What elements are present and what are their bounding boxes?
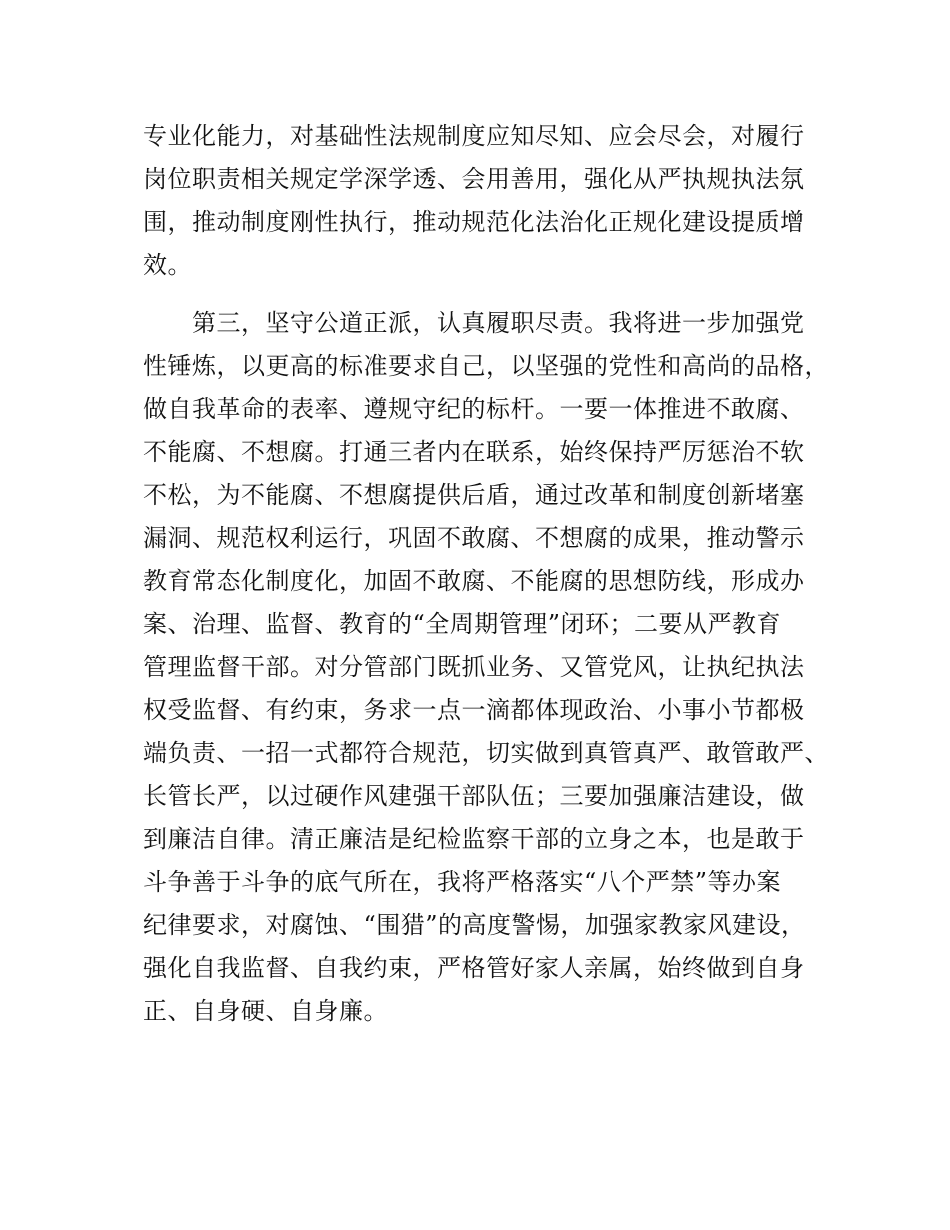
text-line: 纪律要求，对腐蚀、“围猎”的高度警惕，加强家教家风建设， <box>143 911 806 939</box>
paragraph-third-point <box>143 302 833 1033</box>
text-line: 做自我革命的表率、遵规守纪的标杆。一要一体推进不敢腐、 <box>143 395 805 423</box>
text-line: 漏洞、规范权利运行，巩固不敢腐、不想腐的成果，推动警示 <box>143 524 805 552</box>
text-line: 第三，坚守公道正派，认真履职尽责。我将进一步加强党 <box>192 309 805 337</box>
text-line: 正、自身硬、自身廉。 <box>143 997 388 1025</box>
text-line: 管理监督干部。对分管部门既抓业务、又管党风，让执纪执法 <box>143 653 805 681</box>
text-line: 权受监督、有约束，务求一点一滴都体现政治、小事小节都极 <box>143 696 805 724</box>
text-line: 端负责、一招一式都符合规范，切实做到真管真严、敢管敢严、 <box>143 739 829 767</box>
paragraph-continued <box>143 115 833 287</box>
text-line: 长管长严，以过硬作风建强干部队伍；三要加强廉洁建设，做 <box>143 782 805 810</box>
text-line: 专业化能力，对基础性法规制度应知尽知、应会尽会，对履行 <box>143 122 805 150</box>
text-line: 到廉洁自律。清正廉洁是纪检监察干部的立身之本，也是敢于 <box>143 825 805 853</box>
text-line: 效。 <box>143 251 192 279</box>
text-line: 岗位职责相关规定学深学透、会用善用，强化从严执规执法氛 <box>143 165 805 193</box>
text-line: 教育常态化制度化，加固不敢腐、不能腐的思想防线，形成办 <box>143 567 805 595</box>
text-line: 不松，为不能腐、不想腐提供后盾，通过改革和制度创新堵塞 <box>143 481 805 509</box>
text-line: 不能腐、不想腐。打通三者内在联系，始终保持严厉惩治不软 <box>143 438 805 466</box>
text-line: 斗争善于斗争的底气所在，我将严格落实“八个严禁”等办案 <box>143 868 782 896</box>
text-line: 围，推动制度刚性执行，推动规范化法治化正规化建设提质增 <box>143 208 805 236</box>
text-line: 案、治理、监督、教育的“全周期管理”闭环；二要从严教育 <box>143 610 782 638</box>
text-line: 性锤炼，以更高的标准要求自己，以坚强的党性和高尚的品格， <box>143 352 829 380</box>
text-line: 强化自我监督、自我约束，严格管好家人亲属，始终做到自身 <box>143 954 805 982</box>
